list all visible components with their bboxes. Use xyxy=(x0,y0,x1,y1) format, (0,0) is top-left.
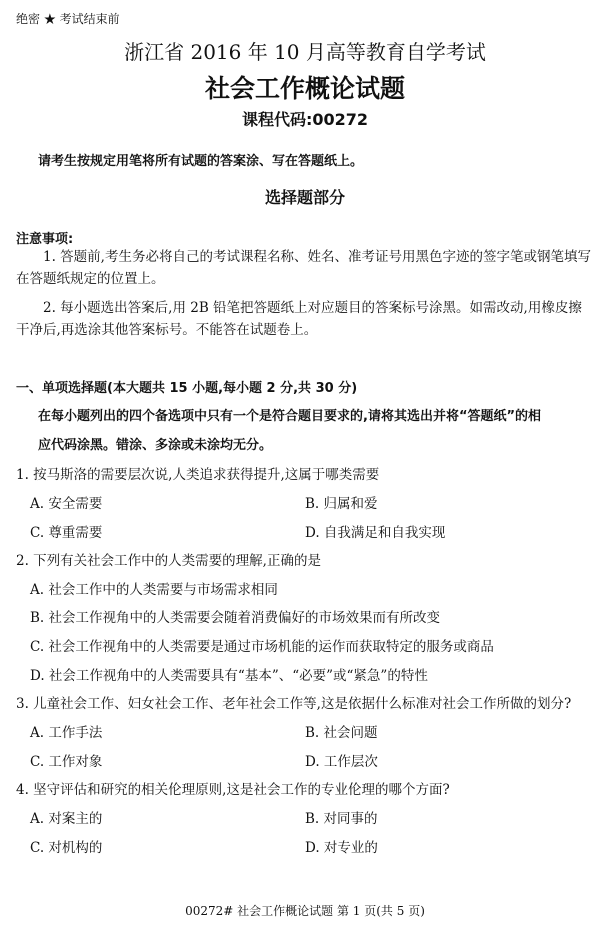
part-description: 在每小题列出的四个备选项中只有一个是符合题目要求的,请将其选出并将“答题纸”的相 xyxy=(38,409,542,424)
part-title: 一、单项选择题(本大题共 15 小题,每小题 2 分,共 30 分) xyxy=(16,381,358,396)
question-stem: 2. 下列有关社会工作中的人类需要的理解,正确的是 xyxy=(16,553,321,569)
question-option: B. 归属和爱 xyxy=(305,496,378,512)
question-option: D. 工作层次 xyxy=(305,754,378,770)
note-item: 1. 答题前,考生务必将自己的考试课程名称、姓名、准考证号用黑色字迹的签字笔或钢笔填写在答题纸规定的位置上。 xyxy=(16,249,591,287)
part-description: 应代码涂黑。错涂、多涂或未涂均无分。 xyxy=(38,438,273,453)
exam-title: 浙江省 2016 年 10 月高等教育自学考试 xyxy=(124,40,486,64)
question-stem: 3. 儿童社会工作、妇女社会工作、老年社会工作等,这是依据什么标准对社会工作所做的划分? xyxy=(16,696,572,712)
question-option: C. 尊重需要 xyxy=(30,525,103,541)
question-option: B. 社会工作视角中的人类需要会随着消费偏好的市场效果而有所改变 xyxy=(30,610,441,626)
question-stem: 4. 坚守评估和研究的相关伦理原则,这是社会工作的专业伦理的哪个方面? xyxy=(16,782,450,798)
question-option: C. 对机构的 xyxy=(30,840,103,856)
notes-title: 注意事项: xyxy=(16,232,74,247)
question-option: A. 安全需要 xyxy=(30,496,103,512)
page-footer: 00272# 社会工作概论试题 第 1 页(共 5 页) xyxy=(185,904,425,918)
subject-title: 社会工作概论试题 xyxy=(204,74,405,103)
question-option: B. 对同事的 xyxy=(305,811,378,827)
question-option: D. 社会工作视角中的人类需要具有“基本”、“必要”或“紧急”的特性 xyxy=(30,668,428,684)
question-option: D. 对专业的 xyxy=(305,840,378,856)
question-option: A. 社会工作中的人类需要与市场需求相同 xyxy=(30,582,278,598)
question-option: C. 社会工作视角中的人类需要是通过市场机能的运作而获取特定的服务或商品 xyxy=(30,639,494,655)
course-code: 课程代码:00272 xyxy=(241,110,369,129)
question-option: A. 对案主的 xyxy=(30,811,103,827)
question-option: A. 工作手法 xyxy=(30,725,103,741)
section-title: 选择题部分 xyxy=(264,188,345,207)
note-item: 2. 每小题选出答案后,用 2B 铅笔把答题纸上对应题目的答案标号涂黑。如需改动,用橡皮擦干净后,再选涂其他答案标号。不能答在试题卷上。 xyxy=(16,300,582,338)
question-option: D. 自我满足和自我实现 xyxy=(305,525,446,541)
confidential-label: 绝密 ★ 考试结束前 xyxy=(16,12,120,26)
question-option: C. 工作对象 xyxy=(30,754,103,770)
question-option: B. 社会问题 xyxy=(305,725,378,741)
question-stem: 1. 按马斯洛的需要层次说,人类追求获得提升,这属于哪类需要 xyxy=(16,467,380,483)
answer-instruction: 请考生按规定用笔将所有试题的答案涂、写在答题纸上。 xyxy=(38,154,364,169)
